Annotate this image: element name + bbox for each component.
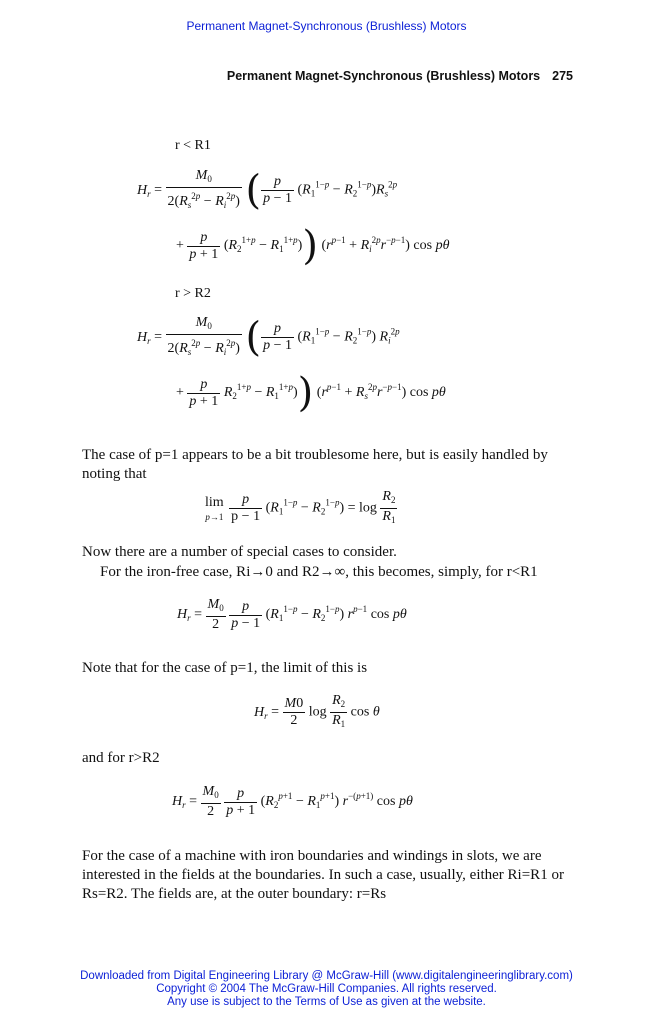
paragraph-iron-boundaries: For the case of a machine with iron boundaries and windings in slots, we are interested in the fields at the boundaries. In such a case, usually, either Ri=R1 or Rs=R2. The fields are, at the outer boundary: r=Rs	[82, 848, 564, 902]
footer	[0, 970, 653, 1009]
equation-outer-region: $H_r$ = $\frac{M_0}{2}$ $\frac{p}{p + 1}$ $(R_2^{p+1} - R_1^{p+1})$ $r^{-(p+1)}$ cos pθ	[172, 784, 413, 819]
paragraph-r-greater-r2: and for r>R2	[82, 750, 160, 766]
footer-terms-line: Any use is subject to the Terms of Use as given at the website.	[167, 996, 486, 1008]
paragraph-special-cases: Now there are a number of special cases to consider.	[82, 544, 397, 560]
paragraph-troublesome-case: The case of p=1 appears to be a bit troublesome here, but is easily handled by noting that	[82, 447, 548, 482]
equation-hr-inner-line2: + $\frac{p}{p + 1}$ $(R_2^{1+p} - R_1^{1+p})$) $(r^{p-1} + R_i^{2p}r^{-p-1})$ cos pθ	[176, 223, 450, 269]
paragraph-iron-free: For the iron-free case, Ri→0 and R2→∞, this becomes, simply, for r<R1	[100, 564, 538, 580]
equation-iron-free: $H_r$ = $\frac{M_0}{2}$ $\frac{p}{p - 1}$ $(R_1^{1-p} - R_2^{1-p})$ $r^{p-1}$ cos pθ	[177, 597, 407, 632]
condition-r-greater-r2: r > R2	[175, 286, 211, 301]
running-head	[227, 69, 573, 83]
paragraph-p-equals-one: Note that for the case of p=1, the limit of this is	[82, 660, 368, 676]
condition-r-less-r1: r < R1	[175, 138, 211, 153]
page-number: 275	[552, 69, 573, 83]
equation-hr-inner-line1: $H_r$ = $\frac{M_0}{2(R_s^{2p} - R_i^{2p})}$ ( $\frac{p}{p - 1}$ $(R_1^{1-p} - R_2^{1-p})R_s^{2p}$	[137, 167, 398, 214]
footer-copyright-line: Copyright © 2004 The McGraw-Hill Companies. All rights reserved.	[156, 983, 497, 995]
equation-hr-outer-line1: $H_r$ = $\frac{M_0}{2(R_s^{2p} - R_i^{2p})}$ ( $\frac{p}{p - 1}$ $(R_1^{1-p} - R_2^{1-p})$ $R_i^{2p}$	[137, 314, 400, 361]
equation-hr-outer-line2: + $\frac{p}{p + 1}$ $R_2^{1+p} - R_1^{1+p}$)) $(r^{p-1} + R_s^{2p}r^{-p-1})$ cos pθ	[176, 370, 446, 416]
running-head-title: Permanent Magnet-Synchronous (Brushless) Motors	[226, 69, 541, 83]
equation-limit: lim p→1 $\frac{p}{p - 1}$ $(R_1^{1-p} - R_2^{1-p}) = \log$ $\frac{R_2}{R_1}$	[205, 489, 396, 525]
footer-download-line: Downloaded from Digital Engineering Library @ McGraw-Hill (www.digitalengineeringlibrary.com)	[80, 970, 573, 982]
equation-p-one-limit: $H_r$ = $\frac{M0}{2}$ log $\frac{R_2}{R_1}$ cos θ	[254, 693, 380, 729]
top-banner: Permanent Magnet-Synchronous (Brushless) Motors	[186, 19, 467, 33]
